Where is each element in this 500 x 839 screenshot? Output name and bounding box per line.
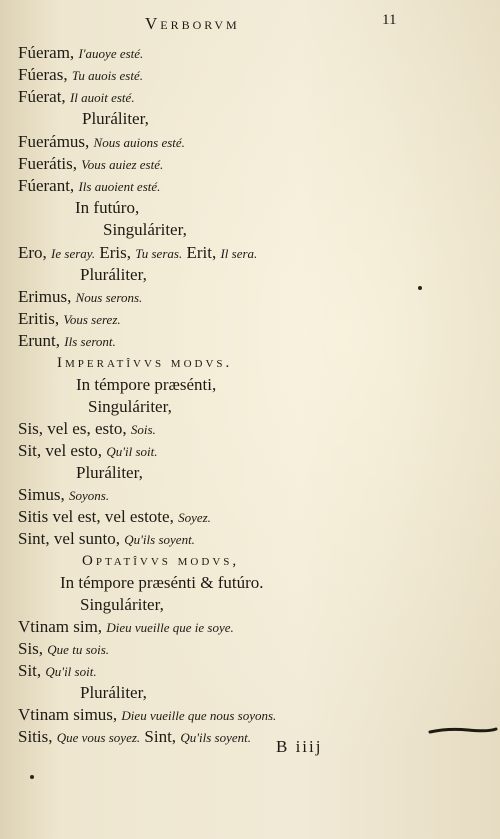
text-line: Sit, Qu'il soit.: [18, 661, 97, 680]
text-line: Vtinam sim, Dieu vueille que ie soye.: [18, 617, 234, 636]
text-line: Simus, Soyons.: [18, 485, 110, 504]
text-line: Fúeras, Tu auois esté.: [18, 65, 143, 84]
page-number: 11: [382, 12, 397, 28]
section-label: Pluráliter,: [76, 463, 143, 482]
text-line: Fúerat, Il auoit esté.: [18, 87, 135, 106]
text-line: Sitis, Que vous soyez. Sint, Qu'ils soyent.: [18, 727, 251, 746]
ink-stain: [428, 726, 498, 736]
text-line: Fúerant, Ils auoient esté.: [18, 176, 161, 195]
mood-heading: Imperatîvvs modvs.: [57, 355, 233, 371]
mood-heading: Optatîvvs modvs,: [82, 553, 240, 569]
section-label: In témpore præsénti & futúro.: [60, 573, 264, 592]
ink-speck: [30, 775, 34, 779]
text-line: Vtinam simus, Dieu vueille que nous soyons.: [18, 705, 277, 724]
text-line: Sis, Que tu sois.: [18, 639, 110, 658]
text-line: Fuerátis, Vous auiez esté.: [18, 154, 164, 173]
section-label: Singuláriter,: [80, 595, 164, 614]
text-line: Sitis vel est, vel estote, Soyez.: [18, 507, 211, 526]
section-label: Pluráliter,: [82, 109, 149, 128]
section-label: Pluráliter,: [80, 265, 147, 284]
text-line: Erimus, Nous serons.: [18, 287, 143, 306]
section-label: Singuláriter,: [88, 397, 172, 416]
text-line: Fúeram, I'auoye esté.: [18, 43, 144, 62]
text-line: Erunt, Ils seront.: [18, 331, 116, 350]
ink-speck: [418, 286, 422, 290]
section-label: Pluráliter,: [80, 683, 147, 702]
text-line: Sit, vel esto, Qu'il soit.: [18, 441, 158, 460]
text-line: Sis, vel es, esto, Sois.: [18, 419, 156, 438]
section-label: In témpore præsénti,: [76, 375, 217, 394]
section-label: In futúro,: [75, 198, 140, 217]
signature-mark: B iiij: [276, 737, 323, 756]
text-line: Eritis, Vous serez.: [18, 309, 121, 328]
section-label: Singuláriter,: [103, 220, 187, 239]
running-head: Verborvm: [145, 14, 240, 33]
text-line: Sint, vel sunto, Qu'ils soyent.: [18, 529, 195, 548]
text-line: Fuerámus, Nous auions esté.: [18, 132, 185, 151]
text-line: Ero, Ie seray. Eris, Tu seras. Erit, Il sera.: [18, 243, 258, 262]
